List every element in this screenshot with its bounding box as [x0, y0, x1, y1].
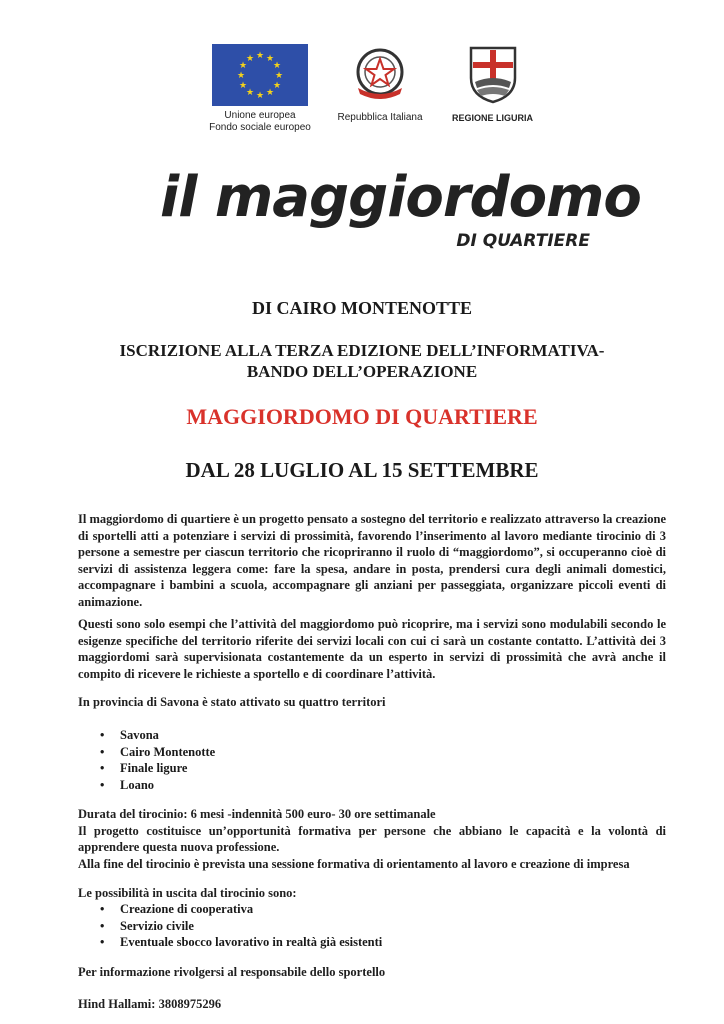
- liguria-logo: [435, 40, 550, 124]
- opportunity-text: Il progetto costituisce un’opportunità formativa per persone che abbiano le capacità e la volontà di apprendere questa nuova professione.: [78, 823, 666, 854]
- italy-emblem-icon: [350, 44, 410, 106]
- territories-list: [100, 727, 215, 793]
- list-item: • Cairo Montenotte: [100, 744, 215, 761]
- info-text: Per informazione rivolgersi al responsabile dello sportello: [78, 965, 386, 979]
- logo-bar: [190, 40, 550, 135]
- intro-paragraph: Il maggiordomo di quartiere è un progetto pensato a sostegno del territorio e realizzato attraverso la creazione di sportelli atti a potenziare i servizi di prossimità, favorendo l’inserimento al lavoro mediante tirocinio di 3 persone a semestre per ciascun territorio che ricopriranno il ruolo di “maggiordomo”, si occuperanno cioè di servizi di assistenza leggera come: fare la spesa, andare in posta, prendersi cura degli animali domestici, accompagnare i bambini a scuola, accompagnare gli anziani per passeggiata, organizzare piccoli eventi di animazione.: [78, 512, 666, 609]
- list-item: • Servizio civile: [100, 918, 382, 935]
- list-item: • Finale ligure: [100, 760, 215, 777]
- enrollment-heading-line-1: ISCRIZIONE ALLA TERZA EDIZIONE DELL’INFORMATIVA-: [119, 341, 605, 360]
- svg-text:★: ★: [274, 71, 284, 81]
- eu-caption-1: Unione europea: [224, 110, 296, 121]
- svg-text:★: ★: [245, 88, 255, 98]
- svg-text:★: ★: [245, 54, 255, 64]
- liguria-shield-icon: [465, 44, 521, 106]
- enrollment-heading: [0, 340, 724, 382]
- italy-logo: [330, 40, 430, 124]
- svg-text:★: ★: [255, 51, 265, 61]
- svg-text:★: ★: [238, 81, 248, 91]
- contact-text: Hind Hallami: 3808975296: [78, 997, 222, 1011]
- brand-logo: [160, 165, 641, 255]
- eu-caption-2: Fondo sociale europeo: [209, 122, 311, 133]
- brand-subtitle: DI QUARTIERE: [456, 231, 590, 251]
- dates-heading: DAL 28 LUGLIO AL 15 SETTEMBRE: [185, 458, 539, 482]
- list-item: • Eventuale sbocco lavorativo in realtà già esistenti: [100, 934, 382, 951]
- list-item: • Creazione di cooperativa: [100, 901, 382, 918]
- province-paragraph: In provincia di Savona è stato attivato su quattro territori: [78, 695, 386, 709]
- enrollment-heading-line-2: BANDO DELL’OPERAZIONE: [246, 362, 478, 381]
- svg-text:★: ★: [265, 88, 275, 98]
- italy-caption: Repubblica Italiana: [337, 112, 423, 123]
- outcomes-intro: Le possibilità in uscita dal tirocinio sono:: [78, 886, 297, 900]
- svg-text:★: ★: [265, 54, 275, 64]
- examples-paragraph: Questi sono solo esempi che l’attività del maggiordomo può ricoprire, ma i servizi sono modulabili secondo le esigenze specifiche del territorio riferite dei servizi locali con cui ci sarà un costante contatto. L’attività dei 3 maggiordomi sarà supervisionata costantemente da un esperto in servizi di prossimità che avrà anche il compito di ricevere le richieste a sportello e di coordinare l’attività.: [78, 617, 666, 681]
- eu-flag-icon: [212, 44, 308, 106]
- duration-text: Durata del tirocinio: 6 mesi -indennità 500 euro- 30 ore settimanale: [78, 807, 436, 821]
- list-item: • Loano: [100, 777, 215, 794]
- details-block: [78, 806, 666, 872]
- svg-text:★: ★: [272, 81, 282, 91]
- end-text: Alla fine del tirocinio è prevista una sessione formativa di orientamento al lavoro e creazione di impresa: [78, 856, 630, 871]
- svg-text:★: ★: [238, 61, 248, 71]
- list-item: • Savona: [100, 727, 215, 744]
- eu-logo: [190, 40, 330, 134]
- outcomes-list: [100, 901, 382, 951]
- brand-title: il maggiordomo: [160, 165, 641, 230]
- svg-text:★: ★: [272, 61, 282, 71]
- operation-title: MAGGIORDOMO DI QUARTIERE: [186, 404, 538, 429]
- svg-text:★: ★: [255, 91, 265, 101]
- svg-text:★: ★: [236, 71, 246, 81]
- location-heading: DI CAIRO MONTENOTTE: [251, 298, 473, 318]
- liguria-caption: REGIONE LIGURIA: [451, 113, 533, 123]
